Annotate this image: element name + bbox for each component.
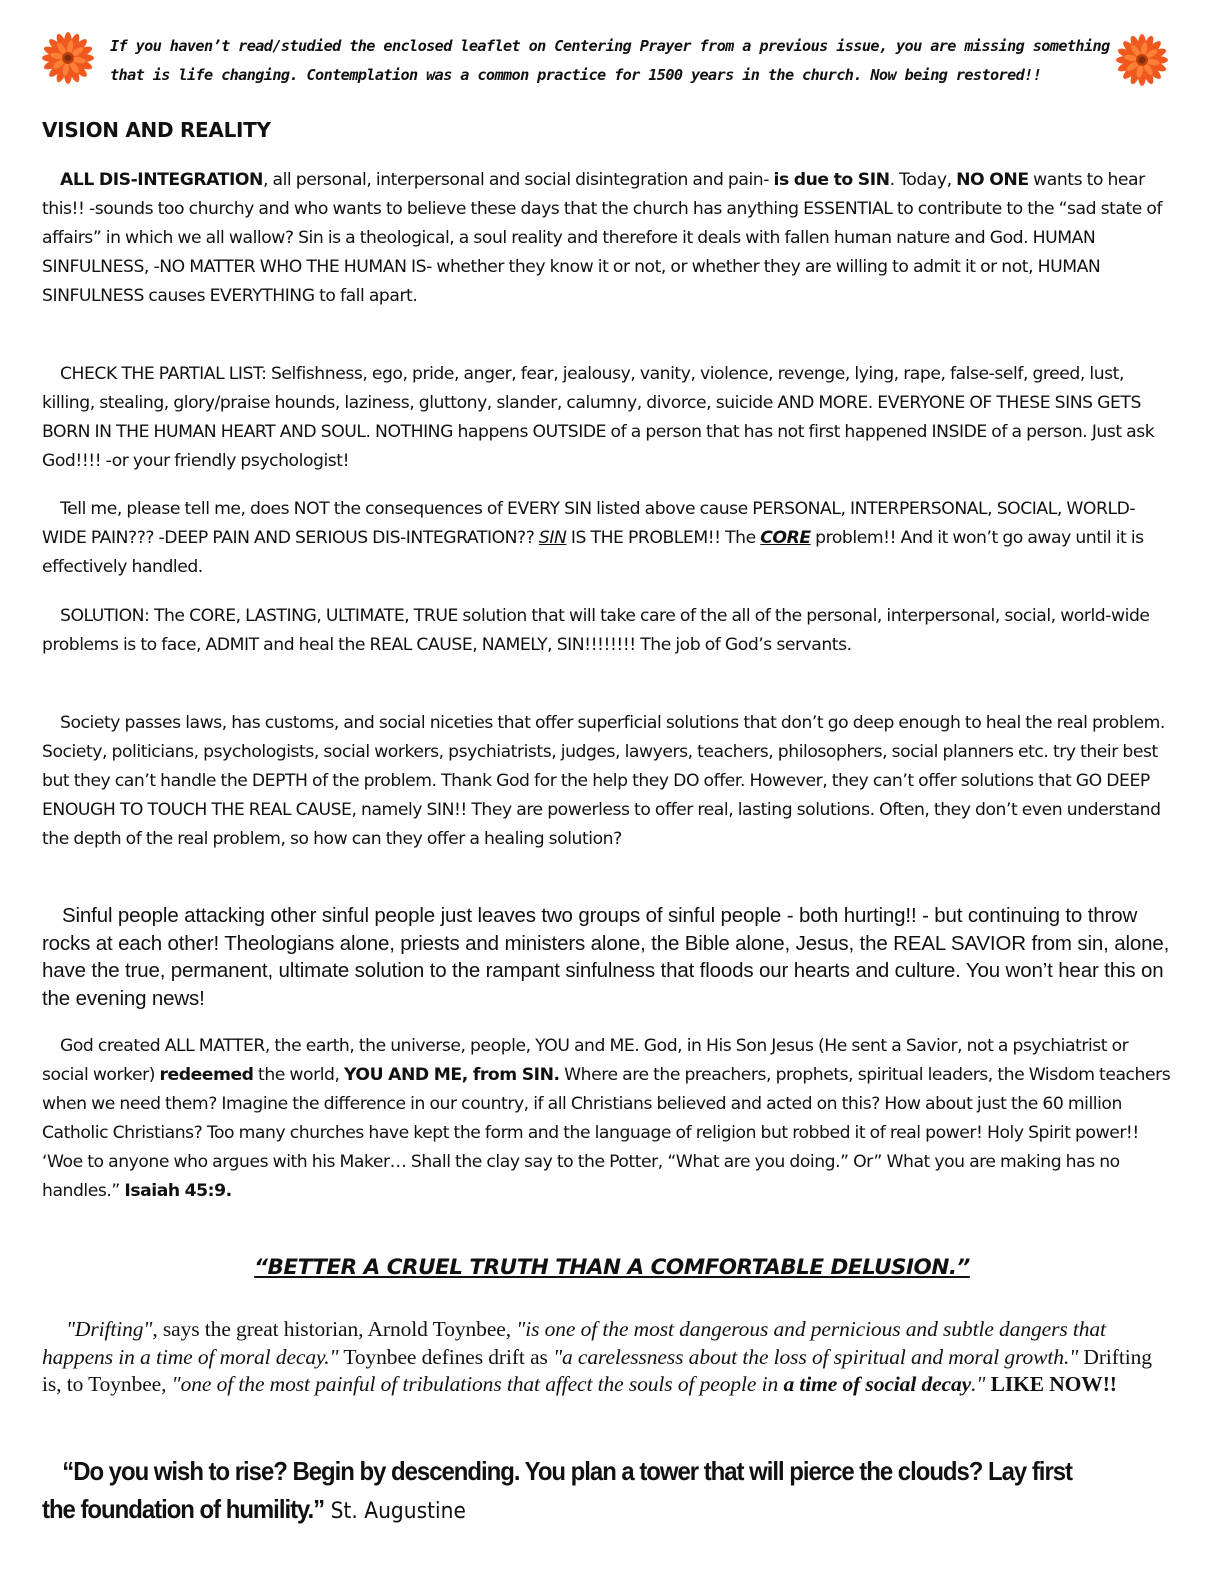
paragraph-partial-list [42, 360, 1172, 476]
italic-phrase: "is one of the most dangerous and pernicious and subtle dangers that happens in a time of moral decay." [42, 1317, 1106, 1369]
paragraph-consequences [42, 495, 1172, 582]
paragraph-sinful-people [42, 902, 1172, 1012]
body-text: CHECK THE PARTIAL LIST: Selfishness, ego, pride, anger, fear, jealousy, vanity, violence, revenge, lying, rape, false-self, greed, lust, killing, stealing, glory/praise hounds, laziness, gluttony, slander, calumny, divorce, suicide AND MORE. EVERYONE OF THESE SINS GETS BORN IN THE HUMAN HEART AND SOUL. NOTHING happens OUTSIDE of a person that has not first happened INSIDE of a person. Just ask God!!!! -or your friendly psychologist! [42, 364, 1155, 471]
paragraph-god-created [42, 1032, 1172, 1206]
augustine-attribution: St. Augustine [324, 1499, 466, 1524]
banner-line-2: that is life changing. Contemplation was a common practice for 1500 years in the church. Now being restored!! [110, 66, 1042, 84]
section-heading: VISION AND REALITY [42, 118, 271, 142]
body-text: the world, [253, 1065, 345, 1085]
quote-text: “BETTER A CRUEL TRUTH THAN A COMFORTABLE DELUSION.” [254, 1255, 970, 1280]
body-text: . Today, [889, 170, 957, 190]
body-text: Society passes laws, has customs, and social niceties that offer superficial solutions that don’t go deep enough to heal the real problem. Society, politicians, psychologists, social workers, psychiatrists, judges, lawyers, teachers, philosophers, social planners etc. try their best but they can’t handle the DEPTH of the problem. Thank God for the help they DO offer. However, they can’t offer solutions that GO DEEP ENOUGH TO TOUCH THE REAL CAUSE, namely SIN!! They are powerless to offer real, lasting solutions. Often, they don’t even understand the depth of the real problem, so how can they offer a healing solution? [42, 713, 1165, 849]
augustine-quote [42, 1452, 1091, 1531]
body-text: says the great historian, Arnold Toynbee, [157, 1317, 517, 1341]
italic-phrase: "a carelessness about the loss of spiritual and moral growth." [553, 1344, 1079, 1369]
italic-phrase: ." [971, 1372, 986, 1396]
body-text: Sinful people attacking other sinful people just leaves two groups of sinful people - both hurting!! - but continuing to throw rocks at each other! Theologians alone, priests and ministers alone, the Bible alone, Jesus, the REAL SAVIOR from sin, alone, have the true, permanent, ultimate solution to the rampant sinfulness that floods our hearts and culture. You won’t hear this on the evening news! [42, 904, 1170, 1010]
banner-line-1: If you haven’t read/studied the enclosed leaflet on Centering Prayer from a previous issue, you are missing something [110, 37, 1110, 55]
cruel-truth-quote [0, 1255, 1224, 1280]
centering-prayer-banner [42, 30, 1182, 92]
orange-gerbera-flower-icon [1116, 34, 1168, 86]
emphasis-sin: SIN [538, 528, 567, 548]
paragraph-solution [42, 602, 1172, 660]
toynbee-paragraph [42, 1316, 1172, 1399]
orange-gerbera-flower-icon [42, 32, 94, 84]
body-text: God created ALL MATTER, the earth, the universe, people, YOU and ME. God, in His Son Jesus (He sent a Savior, not a psychiatrist or social worker) [42, 1036, 1129, 1085]
body-text: , all personal, interpersonal and social disintegration and pain- [262, 170, 774, 190]
bold-phrase: ALL DIS-INTEGRATION [60, 170, 263, 190]
bold-phrase: redeemed [159, 1065, 254, 1085]
body-text: SOLUTION: The CORE, LASTING, ULTIMATE, TRUE solution that will take care of the all of the personal, interpersonal, social, world-wide problems is to face, ADMIT and heal the REAL CAUSE, NAMELY, SIN!!!!!!!! The job of God’s servants. [42, 606, 1150, 655]
bold-phrase: is due to SIN [773, 170, 890, 190]
bold-italic-phrase: a time of social decay [783, 1372, 972, 1396]
emphasis-core: CORE [760, 528, 811, 548]
body-text: Toynbee defines drift as [338, 1344, 554, 1369]
body-text: Drifting is, to Toynbee [42, 1344, 1152, 1396]
scripture-reference: Isaiah 45:9. [124, 1181, 232, 1201]
bold-phrase: LIKE NOW!! [985, 1372, 1117, 1396]
paragraph-disintegration [42, 166, 1172, 311]
bold-phrase: NO ONE [956, 170, 1029, 190]
body-text: Tell me, please tell me, does NOT the consequences of EVERY SIN listed above cause PERSONAL, INTERPERSONAL, SOCIAL, WORLD-WIDE PAIN??? -DEEP PAIN AND SERIOUS DIS-INTEGRATION?? [42, 499, 1136, 548]
banner-text [110, 32, 1110, 90]
italic-phrase: , "one of the most painful of tribulations that affect the souls of people in [161, 1372, 784, 1396]
body-text: Where are the preachers, prophets, spiritual leaders, the Wisdom teachers when we need them? Imagine the difference in our country, if all Christians believed and acted on this? How about just the 60 million Catholic Christians? Too many churches have kept the form and the language of religion but robbed it of real power! Holy Spirit power!! ‘Woe to anyone who argues with his Maker… Shall the clay say to the Potter, “What are you doing.” Or” What you are making has no handles.” [42, 1065, 1171, 1201]
body-text: IS THE PROBLEM!! The [566, 528, 761, 548]
bold-phrase: YOU AND ME, from SIN. [344, 1065, 560, 1085]
augustine-quote-text: “Do you wish to rise? Begin by descending. You plan a tower that will pierce the clouds? Lay first the foundation of humility.” [42, 1456, 1072, 1524]
body-text: wants to hear this!! -sounds too churchy and who wants to believe these days that the church has anything ESSENTIAL to contribute to the “sad state of affairs” in which we all wallow? Sin is a theological, a soul reality and therefore it deals with fallen human nature and God. HUMAN SINFULNESS, -NO MATTER WHO THE HUMAN IS- whether they know it or not, or whether they are willing to admit it or not, HUMAN SINFULNESS causes EVERYTHING to fall apart. [42, 170, 1163, 306]
body-text: problem!! And it won’t go away until it is effectively handled. [42, 528, 1144, 577]
paragraph-society [42, 709, 1172, 854]
italic-phrase: "Drifting", [66, 1317, 158, 1341]
